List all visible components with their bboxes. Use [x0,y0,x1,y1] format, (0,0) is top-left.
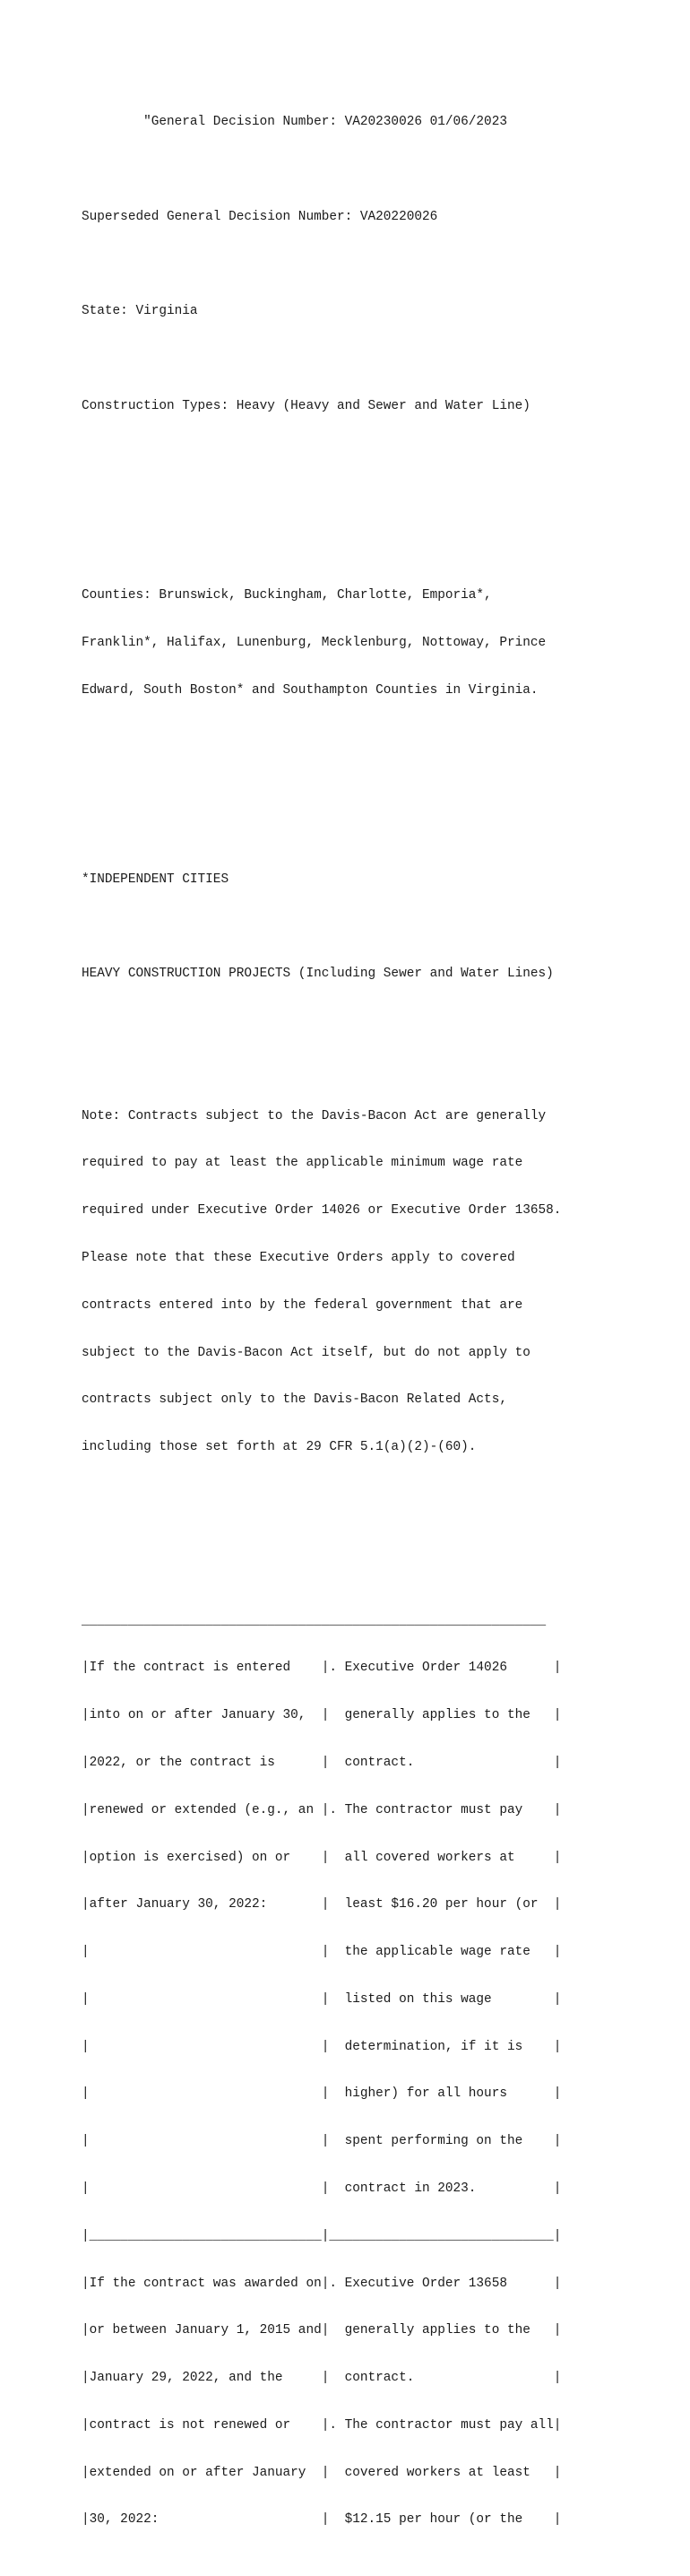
table-row: | | listed on this wage | [82,1991,562,2007]
spacer [82,762,673,778]
spacer [82,257,673,273]
counties-paragraph [82,557,673,731]
table-row: |option is exercised) on or | all covered workers at | [82,1850,562,1865]
projects-heading: HEAVY CONSTRUCTION PROJECTS (Including Sewer and Water Lines) [82,967,554,982]
state-line: State: Virginia [82,304,198,319]
note-line: including those set forth at 29 CFR 5.1(a)(2)-(60). [82,1440,477,1455]
spacer [82,809,673,825]
spacer [82,1519,673,1535]
table-row: |If the contract was awarded on|. Executive Order 13658 | [82,2276,562,2291]
table-row: |If the contract is entered |. Executive Order 14026 | [82,1661,562,1676]
table-row: | | higher) for all hours | [82,2086,562,2102]
executive-order-table [82,1582,673,2560]
spacer [82,351,673,368]
table-row: |renewed or extended (e.g., an |. The contractor must pay | [82,1802,562,1817]
table-row-divider: |______________________________|_____________________________| [82,2228,562,2243]
table-top-border: ____________________________________________________________ [82,1613,547,1628]
note-line: Please note that these Executive Orders apply to covered [82,1250,515,1265]
note-line: required under Executive Order 14026 or Executive Order 13658. [82,1203,562,1219]
table-row: | | contract in 2023. | [82,2181,562,2196]
spacer [82,162,673,178]
table-row: |January 29, 2022, and the | contract. | [82,2371,562,2386]
decision-number-title: "General Decision Number: VA20230026 01/06/2023 [82,115,507,130]
counties-line: Franklin*, Halifax, Lunenburg, Mecklenburg, Nottoway, Prince [82,635,547,650]
counties-line: Counties: Brunswick, Buckingham, Charlotte, Emporia*, [82,588,492,603]
note-line: Note: Contracts subject to the Davis-Bacon Act are generally [82,1108,547,1123]
table-row: |into on or after January 30, | generally applies to the | [82,1708,562,1723]
executive-order-note [82,1077,673,1487]
table-row: |2022, or the contract is | contract. | [82,1755,562,1770]
spacer [82,447,673,463]
independent-cities-note: *INDEPENDENT CITIES [82,872,229,887]
table-row: |after January 30, 2022: | least $16.20 per hour (or | [82,1897,562,1912]
table-row: | | determination, if it is | [82,2039,562,2054]
counties-line: Edward, South Boston* and Southampton Counties in Virginia. [82,682,539,698]
table-row: |30, 2022: | $12.15 per hour (or the | [82,2512,562,2528]
superseded-decision-number: Superseded General Decision Number: VA20220026 [82,209,438,224]
note-line: subject to the Davis-Bacon Act itself, but do not apply to [82,1345,530,1360]
spacer [82,1014,673,1030]
wage-determination-document [82,83,673,2576]
table-row: | | spent performing on the | [82,2134,562,2149]
table-row: |contract is not renewed or |. The contractor must pay all| [82,2417,562,2433]
spacer [82,919,673,935]
table-row: |or between January 1, 2015 and| generally applies to the | [82,2323,562,2338]
note-line: contracts entered into by the federal government that are [82,1297,523,1313]
spacer [82,493,673,509]
table-row: |extended on or after January | covered workers at least | [82,2465,562,2480]
construction-types-line: Construction Types: Heavy (Heavy and Sewer and Water Line) [82,398,530,413]
note-line: contracts subject only to the Davis-Bacon Related Acts, [82,1392,507,1408]
table-row: | | the applicable wage rate | [82,1945,562,1960]
note-line: required to pay at least the applicable minimum wage rate [82,1156,523,1171]
